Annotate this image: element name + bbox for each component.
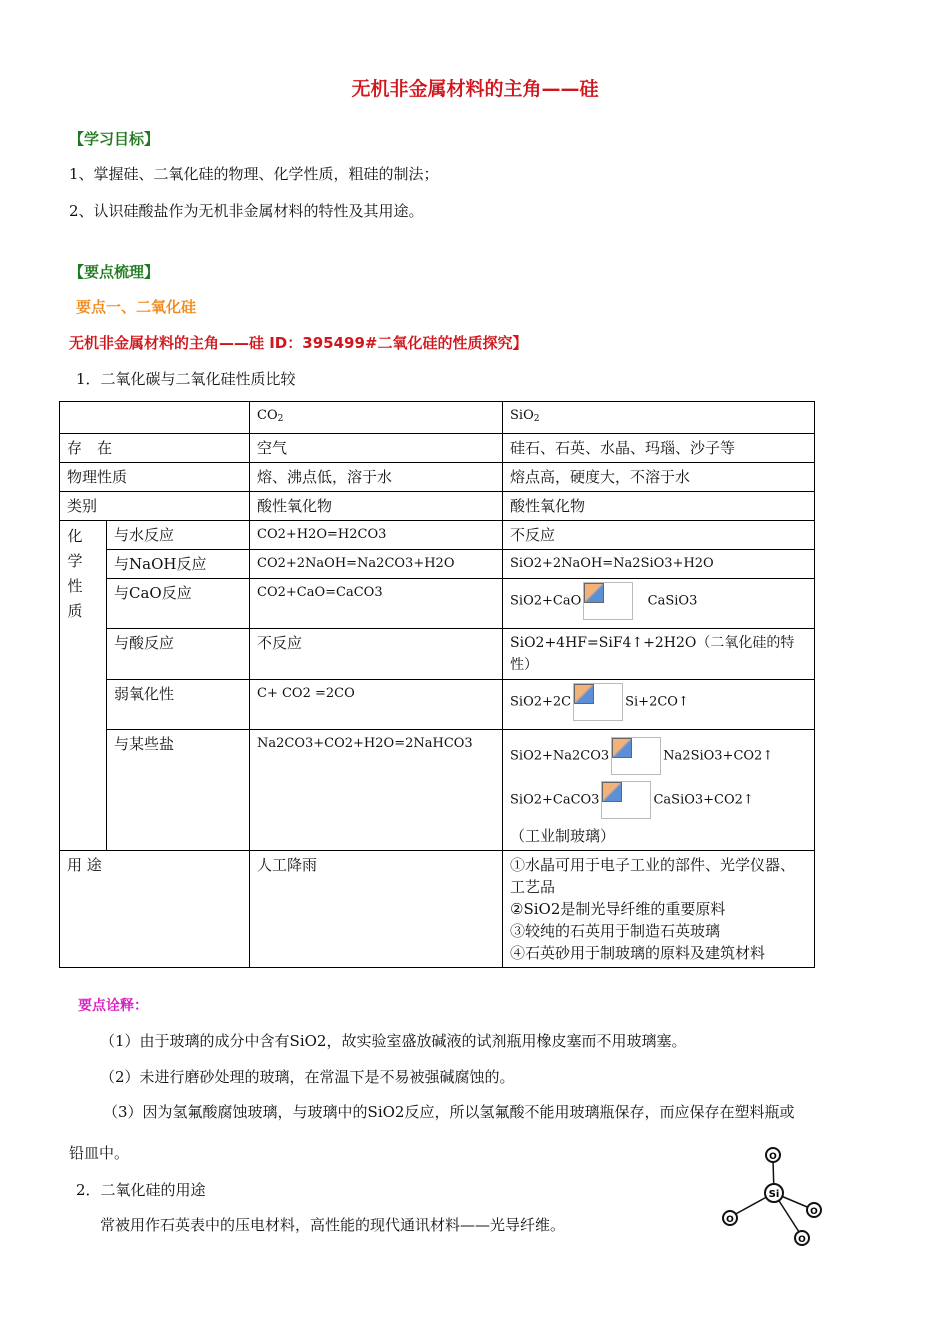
- uses-subheading: 2．二氧化硅的用途: [76, 1181, 206, 1199]
- use-item: ④石英砂用于制玻璃的原料及建筑材料: [510, 944, 766, 962]
- co2-use: 人工降雨: [250, 851, 503, 968]
- comparison-subheading: 1．二氧化碳与二氧化硅性质比较: [76, 370, 296, 388]
- row-label-oxidation: 弱氧化性: [107, 680, 250, 730]
- explain-item-3: （3）因为氢氟酸腐蚀玻璃，与玻璃中的SiO2反应，所以氢氟酸不能用玻璃瓶保存，而应保存在塑料瓶或: [103, 1103, 795, 1121]
- broken-image-icon: [611, 737, 661, 775]
- objective-item-1: 1、掌握硅、二氧化硅的物理、化学性质，粗硅的制法；: [69, 165, 439, 183]
- eq-left: SiO2+2C: [510, 694, 572, 710]
- sio2-salt: [503, 730, 815, 851]
- eq-right: Na2SiO3+CO2↑: [663, 748, 774, 764]
- oxygen-atom: [723, 1211, 737, 1225]
- row-label-naoh: 与NaOH反应: [107, 550, 250, 579]
- table-corner-cell: [60, 402, 250, 434]
- co2-naoh: CO2+2NaOH=Na2CO3+H2O: [250, 550, 503, 579]
- page-title: 无机非金属材料的主角——硅: [351, 78, 599, 100]
- co2-existence: 空气: [250, 434, 503, 463]
- oxygen-atom: [766, 1148, 780, 1162]
- sio2-water: 不反应: [503, 521, 815, 550]
- sio2-physical: 熔点高，硬度大，不溶于水: [503, 463, 815, 492]
- svg-text:O: O: [726, 1215, 734, 1225]
- point-one-heading: 要点一、二氧化硅: [76, 298, 197, 316]
- row-label-salt: 与某些盐: [107, 730, 250, 851]
- eq-right: CaSiO3+CO2↑: [653, 792, 754, 808]
- sio2-naoh: SiO2+2NaOH=Na2SiO3+H2O: [503, 550, 815, 579]
- use-item: ③较纯的石英用于制造石英玻璃: [510, 922, 721, 940]
- objectives-heading: 【学习目标】: [69, 130, 160, 148]
- svg-text:O: O: [798, 1235, 806, 1245]
- eq-line: [510, 781, 807, 825]
- sio2-acid: SiO2+4HF=SiF4↑+2H2O（二氧化硅的特性）: [503, 629, 815, 680]
- row-label-cao: 与CaO反应: [107, 579, 250, 629]
- use-item: ①水晶可用于电子工业的部件、光学仪器、工艺品: [510, 856, 796, 896]
- explain-heading: 要点诠释：: [78, 998, 148, 1014]
- row-label-class: 类别: [60, 492, 250, 521]
- chemical-properties-label: [60, 521, 107, 851]
- co2-class: 酸性氧化物: [250, 492, 503, 521]
- vert-char: 性: [67, 577, 83, 595]
- sio4-tetrahedron-diagram: [716, 1143, 826, 1249]
- vert-char: 质: [67, 602, 83, 620]
- row-label-physical: 物理性质: [60, 463, 250, 492]
- broken-image-icon: [573, 683, 623, 721]
- row-label-water: 与水反应: [107, 521, 250, 550]
- eq-right: Si+2CO↑: [625, 694, 689, 710]
- eq-left: SiO2+Na2CO3: [510, 748, 610, 764]
- eq-left: SiO2+CaO: [510, 593, 582, 609]
- co2-acid: 不反应: [250, 629, 503, 680]
- vert-char: 学: [67, 552, 83, 570]
- svg-text:Si: Si: [768, 1189, 780, 1200]
- sio2-class: 酸性氧化物: [503, 492, 815, 521]
- broken-image-icon: [583, 582, 633, 620]
- use-item: ②SiO2是制光导纤维的重要原料: [510, 900, 726, 918]
- header-sio2: SiO$_2$: [503, 402, 815, 434]
- video-link[interactable]: 无机非金属材料的主角——硅 ID：395499#二氧化硅的性质探究】: [69, 334, 528, 352]
- explain-item-3-cont: 铅皿中。: [69, 1144, 130, 1162]
- broken-image-icon: [601, 781, 651, 819]
- header-co2: $CO_2$: [250, 402, 503, 434]
- glass-note: （工业制玻璃）: [510, 827, 616, 845]
- oxygen-atom: [807, 1203, 821, 1217]
- svg-text:O: O: [810, 1207, 818, 1217]
- eq-line: [510, 733, 807, 781]
- key-points-heading: 【要点梳理】: [69, 263, 160, 281]
- co2-salt: Na2CO3+CO2+H2O=2NaHCO3: [250, 730, 503, 851]
- uses-text: 常被用作石英表中的压电材料，高性能的现代通讯材料——光导纤维。: [100, 1216, 566, 1234]
- sio2-existence: 硅石、石英、水晶、玛瑙、沙子等: [503, 434, 815, 463]
- eq-left: SiO2+CaCO3: [510, 792, 600, 808]
- row-label-use: 用 途: [60, 851, 250, 968]
- eq-right: CaSiO3: [647, 593, 698, 609]
- sio2-use: [503, 851, 815, 968]
- row-label-acid: 与酸反应: [107, 629, 250, 680]
- sio2-cao: [503, 579, 815, 629]
- vert-char: 化: [67, 527, 83, 545]
- co2-oxidation: C+ CO2 =2CO: [250, 680, 503, 730]
- co2-physical: 熔、沸点低，溶于水: [250, 463, 503, 492]
- explain-item-1: （1）由于玻璃的成分中含有SiO2，故实验室盛放碱液的试剂瓶用橡皮塞而不用玻璃塞。: [100, 1032, 687, 1050]
- explain-item-2: （2）未进行磨砂处理的玻璃，在常温下是不易被强碱腐蚀的。: [100, 1068, 515, 1086]
- co2-cao: CO2+CaO=CaCO3: [250, 579, 503, 629]
- row-label-existence: 存 在: [60, 434, 250, 463]
- comparison-table: [59, 401, 815, 968]
- co2-water: CO2+H2O=H2CO3: [250, 521, 503, 550]
- silicon-atom: [765, 1184, 783, 1202]
- sio2-oxidation: [503, 680, 815, 730]
- objective-item-2: 2、认识硅酸盐作为无机非金属材料的特性及其用途。: [69, 202, 424, 220]
- svg-text:O: O: [769, 1152, 777, 1162]
- oxygen-atom: [795, 1231, 809, 1245]
